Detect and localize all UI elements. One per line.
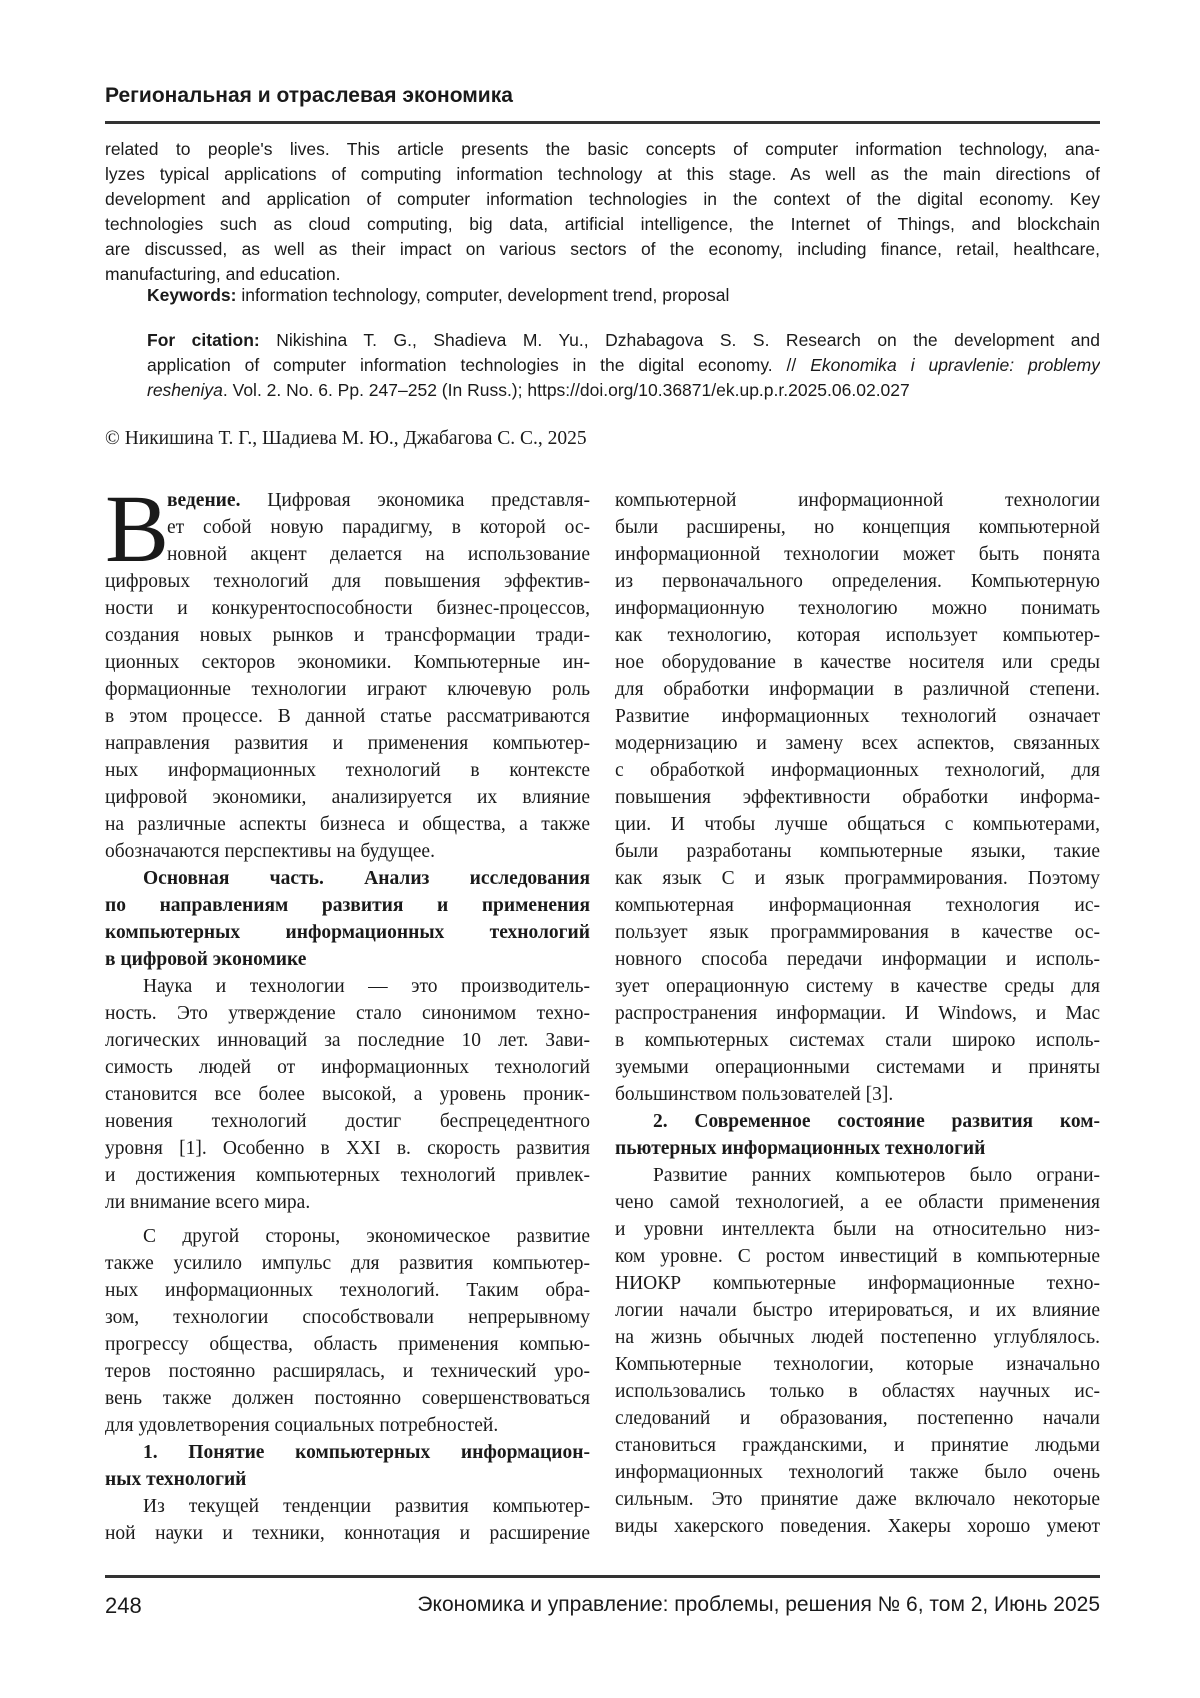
abstract [105,137,1100,287]
header-rule [105,121,1100,124]
text-line: новения технологий достиг беспрецедентного [105,1108,590,1135]
abstract-line: manufacturing, and education. [105,262,1100,287]
text-line: Наука и технологии — это производитель- [105,973,590,1000]
abstract-line: lyzes typical applications of computing information technology at this stage. As well as the main directions of [105,162,1100,187]
abstract-line: are discussed, as well as their impact on various sectors of the economy, including finance, retail, healthcare, [105,237,1100,262]
text-line: ность. Это утверждение стало синонимом техно- [105,1000,590,1027]
lead-in: ведение. [167,490,240,511]
text-line: также усилило импульс для развития компьютер- [105,1250,590,1277]
text-line: НИОКР компьютерные информационные техно- [615,1270,1100,1297]
text-line: в компьютерных системах стали широко исполь- [615,1027,1100,1054]
text-line: Развитие ранних компьютеров было ограни- [615,1162,1100,1189]
text-line: ционных секторов экономики. Компьютерные ин- [105,649,590,676]
text-line: теров постоянно расширялась, и технический уро- [105,1358,590,1385]
text-line: цифровой экономики, анализируется их влияние [105,784,590,811]
text-line: обозначаются перспективы на будущее. [105,838,590,865]
paragraph [105,487,590,865]
text-line: и уровни интеллекта были на относительно низ- [615,1216,1100,1243]
section-heading [105,865,590,973]
paragraph [615,487,1100,1108]
paragraph [105,973,590,1216]
text-line: формационные технологии играют ключевую роль [105,676,590,703]
text-line: ции. И чтобы лучше общаться с компьютерами, [615,811,1100,838]
column-left [105,487,590,1547]
text-line: ности и конкурентоспособности бизнес-процессов, [105,595,590,622]
column-right [615,487,1100,1540]
text-line: ных информационных технологий. Таким обра- [105,1277,590,1304]
text-line: и достижения компьютерных технологий привлек- [105,1162,590,1189]
text-line: повышения эффективности обработки информа- [615,784,1100,811]
paragraph [105,1223,590,1439]
section-heading [105,1439,590,1493]
paragraph [615,1162,1100,1540]
text-line: Развитие информационных технологий означает [615,703,1100,730]
text-line: для обработки информации в различной степени. [615,676,1100,703]
text-line [105,487,590,514]
text-line: 1. Понятие компьютерных информацион- [105,1439,590,1466]
text-line: вень также должен постоянно совершенствоваться [105,1385,590,1412]
text-line: для удовлетворения социальных потребностей. [105,1412,590,1439]
paragraph [105,1493,590,1547]
keywords [147,285,729,306]
citation [147,328,1100,403]
journal-footer: Экономика и управление: проблемы, решения № 6, том 2, Июнь 2025 [417,1593,1100,1617]
text-line: были расширены, но концепция компьютерной [615,514,1100,541]
keywords-label: Keywords: [147,285,236,305]
running-head: Региональная и отраслевая экономика [105,84,513,108]
text-line: становиться гражданскими, и принятие людьми [615,1432,1100,1459]
text-line: информационную технологию можно понимать [615,595,1100,622]
text-line: зуемыми операционными системами и приняты [615,1054,1100,1081]
text-line: ной науки и техники, коннотация и расширение [105,1520,590,1547]
text-line: ком уровне. С ростом инвестиций в компьютерные [615,1243,1100,1270]
text-line: ное оборудование в качестве носителя или среды [615,649,1100,676]
text-line: зует операционную систему в качестве среды для [615,973,1100,1000]
text-line: ных информационных технологий в контексте [105,757,590,784]
citation-text: . Vol. 2. No. 6. Pp. 247–252 (In Russ.); https://doi.org/10.36871/ek.up.p.r.2025.06.02.027 [223,380,910,400]
text-line: ных технологий [105,1466,590,1493]
text-line: в этом процессе. В данной статье рассматриваются [105,703,590,730]
text-line: компьютерная информационная технология ис- [615,892,1100,919]
text-line: пользует язык программирования в качестве ос- [615,919,1100,946]
text-line: новного способа передачи информации и исполь- [615,946,1100,973]
text-line: в цифровой экономике [105,946,590,973]
keywords-text: information technology, computer, development trend, proposal [236,285,729,305]
copyright: © Никишина Т. Г., Шадиева М. Ю., Джабагова С. С., 2025 [105,428,587,450]
text-line: информационной технологии может быть понята [615,541,1100,568]
text-line: уровня [1]. Особенно в XXI в. скорость развития [105,1135,590,1162]
text-line: компьютерной информационной технологии [615,487,1100,514]
abstract-line: related to people's lives. This article presents the basic concepts of computer information technology, ana- [105,137,1100,162]
citation-line [147,353,1100,378]
citation-label: For citation: [147,330,260,350]
text-line: виды хакерского поведения. Хакеры хорошо умеют [615,1513,1100,1540]
text-line: становится все более высокой, а уровень проник- [105,1081,590,1108]
text-line: Компьютерные технологии, которые изначально [615,1351,1100,1378]
page-number: 248 [105,1593,142,1619]
text-line: создания новых рынков и трансформации тради- [105,622,590,649]
text-line: логических инноваций за последние 10 лет. Зави- [105,1027,590,1054]
drop-cap: В [105,489,169,569]
citation-text: Nikishina T. G., Shadieva M. Yu., Dzhabagova S. S. Research on the development and [260,330,1100,350]
text-line: 2. Современное состояние развития ком- [615,1108,1100,1135]
text-line: логии начали быстро итерироваться, и их влияние [615,1297,1100,1324]
citation-text: application of computer information technologies in the digital economy. // [147,355,810,375]
text-line: распространения информации. И Windows, и Mac [615,1000,1100,1027]
citation-journal: resheniya [147,380,223,400]
text-line: зом, технологии способствовали непрерывному [105,1304,590,1331]
text-line: прогрессу общества, область применения компью- [105,1331,590,1358]
lead-rest: Цифровая экономика представля- [240,490,590,511]
text-line: Основная часть. Анализ исследования [105,865,590,892]
citation-journal: Ekonomika i upravlenie: problemy [810,355,1100,375]
citation-line [147,328,1100,353]
abstract-line: technologies such as cloud computing, big data, artificial intelligence, the Internet of Things, and blockchain [105,212,1100,237]
abstract-line: development and application of computer information technologies in the context of the digital economy. Key [105,187,1100,212]
text-line: цифровых технологий для повышения эффектив- [105,568,590,595]
text-line: на различные аспекты бизнеса и общества, а также [105,811,590,838]
text-line: как технологию, которая использует компьютер- [615,622,1100,649]
text-line: ли внимание всего мира. [105,1189,590,1216]
text-line: следований и образования, постепенно начали [615,1405,1100,1432]
footer-rule [105,1575,1100,1578]
text-line: из первоначального определения. Компьютерную [615,568,1100,595]
text-line: информационных технологий также было очень [615,1459,1100,1486]
text-line: направления развития и применения компьютер- [105,730,590,757]
text-line: Из текущей тенденции развития компьютер- [105,1493,590,1520]
text-line: с обработкой информационных технологий, для [615,757,1100,784]
text-line: пьютерных информационных технологий [615,1135,1100,1162]
text-line: симость людей от информационных технологий [105,1054,590,1081]
text-line: чено самой технологией, а ее области применения [615,1189,1100,1216]
text-line: большинством пользователей [3]. [615,1081,1100,1108]
text-line: использовались только в областях научных ис- [615,1378,1100,1405]
text-line: сильным. Это принятие даже включало некоторые [615,1486,1100,1513]
text-line: ет собой новую парадигму, в которой ос- [105,514,590,541]
text-line: компьютерных информационных технологий [105,919,590,946]
section-heading [615,1108,1100,1162]
citation-line [147,378,1100,403]
text-line: были разработаны компьютерные языки, такие [615,838,1100,865]
text-line: на жизнь обычных людей постепенно углублялось. [615,1324,1100,1351]
text-line: по направлениям развития и применения [105,892,590,919]
text-line: С другой стороны, экономическое развитие [105,1223,590,1250]
text-line: новной акцент делается на использование [105,541,590,568]
text-line: модернизацию и замену всех аспектов, связанных [615,730,1100,757]
text-line: как язык C и язык программирования. Поэтому [615,865,1100,892]
